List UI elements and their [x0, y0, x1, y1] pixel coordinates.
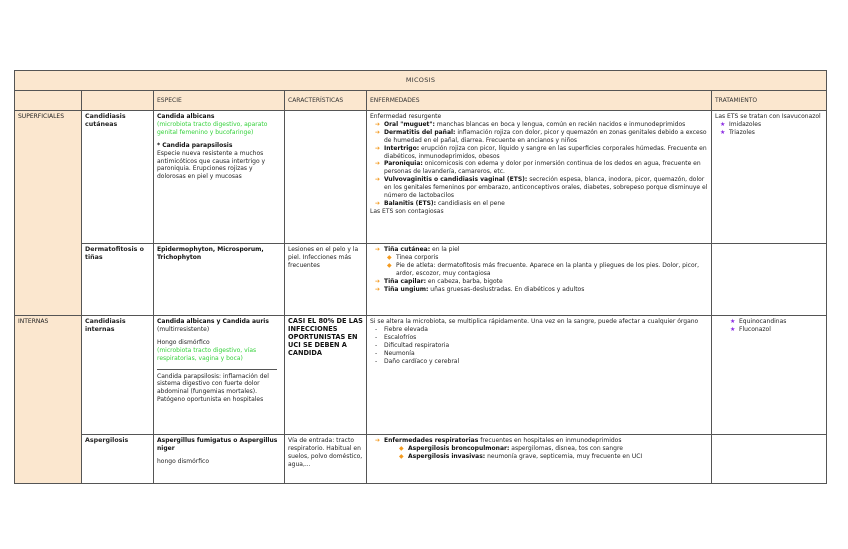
row-name-candidiasis-internas: Candidiasis internas — [82, 316, 154, 435]
arrow-right-icon: ➔ — [375, 176, 381, 184]
species-description: Candida parapsilosis: inflamación del sistema digestivo con fuerte dolor abdominal (fungemias mortales). Patógeno oportunista en hospitales — [157, 372, 269, 404]
arrow-right-icon: ➔ — [375, 277, 381, 285]
disease-outro: Las ETS son contagiosas — [370, 207, 444, 215]
row-name-aspergilosis: Aspergilosis — [82, 435, 154, 484]
star-icon: ★ — [730, 318, 736, 325]
cell-tratamiento — [712, 244, 827, 316]
diamond-icon: ◆ — [387, 253, 392, 261]
list-item: ★ Triazoles — [720, 128, 755, 136]
row-name-dermatofitosis: Dermatofitosis o tiñas — [82, 244, 154, 316]
arrow-right-icon: ➔ — [375, 199, 381, 207]
header-enfermedades: ENFERMEDADES — [367, 91, 712, 111]
table-row — [15, 244, 827, 316]
cell-especie — [154, 316, 285, 435]
treatment-text: Las ETS se tratan con Isavuconazol — [715, 113, 821, 120]
list-item: - Daño cardíaco y cerebral — [384, 358, 708, 366]
disease-list — [370, 121, 708, 208]
list-item: ➔ Tiña capilar: en cabeza, barba, bigote — [375, 277, 503, 285]
list-item: ➔ Paroniquia: onicomicosis con edema y dolor por inmersión continua de los dedos en agua, frecuente en personas de lavandería, camareros, etc. — [375, 160, 701, 176]
list-item: - Escalofríos — [384, 334, 708, 342]
species-name: * Candida parapsilosis — [157, 141, 233, 149]
diamond-icon: ◆ — [399, 444, 404, 452]
symptom-list — [370, 326, 708, 366]
list-item: ➔ Intertrigo: erupción rojiza con picor, líquido y sangre en las superficies corporales húmedas. Frecuente en diabéticos, inmunodeprimidos, obesos — [375, 144, 707, 160]
disease-list — [370, 246, 708, 293]
disease-intro: Enfermedad resurgente — [370, 113, 442, 120]
cell-tratamiento — [712, 435, 827, 484]
arrow-right-icon: ➔ — [375, 285, 381, 293]
list-item: ◆ Aspergilosis invasivas: neumonía grave, septicemia, muy frecuente en UCI — [399, 452, 643, 460]
cell-caracteristicas: CASI EL 80% DE LAS INFECCIONES OPORTUNISTAS EN UCI SE DEBEN A CANDIDA — [285, 316, 367, 435]
cell-tratamiento — [712, 111, 827, 244]
disease-list — [370, 437, 708, 461]
title-row — [15, 71, 827, 91]
table-title: MICOSIS — [15, 71, 827, 91]
sub-list — [384, 254, 708, 278]
species-name: Candida albicans y Candida auris — [157, 318, 269, 325]
star-icon: ★ — [720, 128, 726, 136]
arrow-right-icon: ➔ — [375, 144, 381, 152]
diamond-icon: ◆ — [399, 452, 404, 460]
table-row — [15, 435, 827, 484]
sub-list — [384, 445, 708, 461]
cell-especie — [154, 111, 285, 244]
list-item: ➔ Dermatitis del pañal: inflamación rojiza con dolor, picor y quemazón en zonas genitales debido a exceso de humedad en el pañal, diarrea. Frecuente en ancianos y niños — [375, 128, 707, 144]
cell-especie — [154, 435, 285, 484]
list-item: ➔ Balanitis (ETS): candidiasis en el pene — [375, 199, 505, 207]
list-item: ★ Imidazoles — [720, 120, 762, 128]
list-item: ◆ Tinea corporis — [387, 253, 439, 261]
list-item: - Neumonía — [384, 350, 708, 358]
header-empty-1 — [15, 91, 82, 111]
species-note: (microbiota tracto digestivo, aparato genital femenino y bucofaringe) — [157, 120, 268, 136]
arrow-right-icon: ➔ — [375, 128, 381, 136]
list-item: ◆ Pie de atleta: dermatofitosis más frecuente. Aparece en la planta y pliegues de los pies. Dolor, picor, ardor, escozor, muy contagiosa — [387, 261, 699, 277]
list-item: ★ Equinocandinas — [730, 318, 787, 325]
species-name: Aspergillus fumigatus o Aspergillus niger — [157, 437, 278, 452]
table-row — [15, 316, 827, 435]
cell-especie: Epidermophyton, Microsporum, Trichophyton — [154, 244, 285, 316]
cell-caracteristicas: Vía de entrada: tracto respiratorio. Habitual en suelos, polvo doméstico, agua,... — [285, 435, 367, 484]
list-item: ★ Fluconazol — [730, 325, 771, 333]
header-caracteristicas: CARACTERÍSTICAS — [285, 91, 367, 111]
star-icon: ★ — [730, 325, 736, 333]
header-especie: ESPECIE — [154, 91, 285, 111]
header-row — [15, 91, 827, 111]
species-name: Candida albicans — [157, 113, 215, 120]
list-item: ◆ Aspergilosis broncopulmonar: aspergilomas, disnea, tos con sangre — [399, 444, 623, 452]
header-tratamiento: TRATAMIENTO — [712, 91, 827, 111]
list-item: ➔ Enfermedades respiratorias frecuentes en hospitales en inmunodeprimidos ◆ Aspergilosis broncopulmonar: aspergilomas, disnea, tos con sangre ◆ Aspergilosis invasivas: neumonía grave, septicemia, muy frecuente en UCI — [384, 437, 708, 461]
cell-enfermedades — [367, 111, 712, 244]
species-note: (multirresistente) — [157, 325, 210, 333]
disease-intro: Si se altera la microbiota, se multiplica rápidamente. Una vez en la sangre, puede afectar a cualquier órgano — [370, 318, 699, 325]
section-internas: INTERNAS — [15, 316, 82, 484]
species-description: Especie nueva resistente a muchos antimicóticos que causa intertrigo y paroniquia. Erupciones rojizas y dolorosas en piel y mucosas — [157, 149, 266, 181]
arrow-right-icon: ➔ — [375, 437, 381, 444]
section-superficiales: SUPERFICIALES — [15, 111, 82, 316]
cell-caracteristicas: Lesiones en el pelo y la piel. Infecciones más frecuentes — [285, 244, 367, 316]
list-item: ➔ Tiña cutánea: en la piel ◆ Tinea corporis ◆ Pie de atleta: dermatofitosis más frecuente. Aparece en la planta y pliegues de los pies. Dolor, picor, ardor, escozor, muy contagiosa — [384, 246, 708, 278]
list-item: - Dificultad respiratoria — [384, 342, 708, 350]
cell-caracteristicas — [285, 111, 367, 244]
diamond-icon: ◆ — [387, 261, 392, 269]
arrow-right-icon: ➔ — [375, 120, 381, 128]
table-row — [15, 111, 827, 244]
header-empty-2 — [82, 91, 154, 111]
row-name-candidiasis-cutaneas: Candidiasis cutáneas — [82, 111, 154, 244]
cell-enfermedades — [367, 316, 712, 435]
list-item: ➔ Oral "muguet": manchas blancas en boca y lengua, común en recién nacidos e inmunodeprimidos — [375, 120, 686, 128]
list-item: - Fiebre elevada — [384, 326, 708, 334]
species-type: hongo dismórfico — [157, 457, 209, 465]
cell-tratamiento — [712, 316, 827, 435]
arrow-right-icon: ➔ — [375, 246, 381, 253]
star-icon: ★ — [720, 120, 726, 128]
cell-enfermedades — [367, 435, 712, 484]
cell-enfermedades — [367, 244, 712, 316]
species-type: Hongo dismórfico — [157, 338, 210, 346]
micosis-table — [14, 70, 827, 484]
treatment-list — [715, 121, 823, 137]
list-item: ➔ Tiña ungium: uñas gruesas-deslustradas. En diabéticos y adultos — [375, 285, 585, 293]
divider — [157, 369, 277, 370]
treatment-list — [715, 318, 823, 334]
species-note: (microbiota tracto digestivo, vías respiratorias, vagina y boca) — [157, 346, 257, 362]
list-item: ➔ Vulvovaginitis o candidiasis vaginal (ETS): secreción espesa, blanca, inodora, picor, quemazón, dolor en los genitales femeninos por embarazo, anticonceptivos orales, diabetes, sobrepeso porque disminuye el número de lactobacilos — [375, 176, 708, 200]
arrow-right-icon: ➔ — [375, 160, 381, 168]
